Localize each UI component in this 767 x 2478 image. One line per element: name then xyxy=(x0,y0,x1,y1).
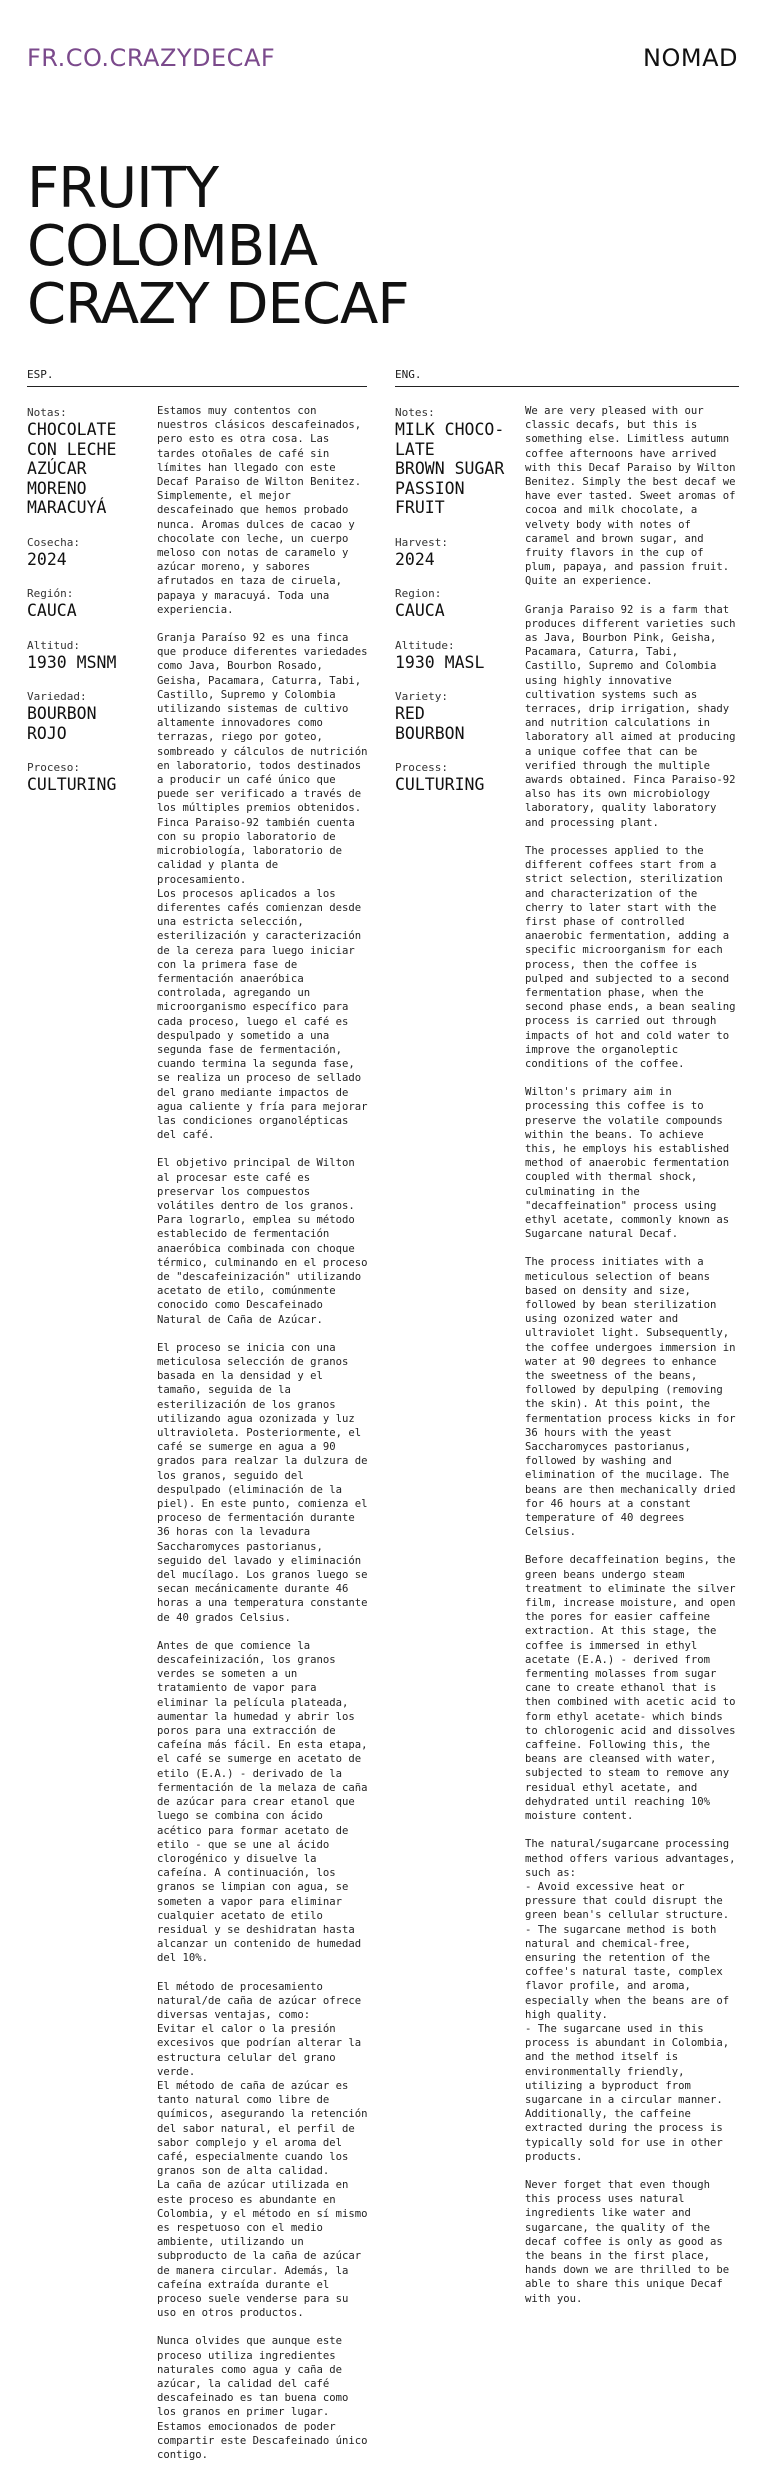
language-label: ESP. xyxy=(27,368,367,387)
spec-variety xyxy=(27,690,147,743)
brand-name[interactable]: NOMAD xyxy=(643,44,738,72)
spec-region xyxy=(27,587,147,621)
spec-process xyxy=(395,761,515,795)
spec-label: Altitude: xyxy=(395,638,455,652)
title-line: FRUITY xyxy=(27,156,219,221)
paragraph: The process initiates with a meticulous selection of beans based on density and size, followed by bean sterilization using ozonized water and ultraviolet light. Subsequently, the coffee undergoes immersion in water at 90 degrees to enhance the sweetness of the beans, followed by depulping (removing the skin). At this point, the fermentation process kicks in for 36 hours with the yeast Saccharomyces pastorianus, followed by washing and elimination of the mucilage. The beans are then mechanically dried for 46 hours at a constant temperature of 40 degrees Celsius. xyxy=(525,1256,736,1539)
description xyxy=(157,404,369,2476)
spec-value: 2024 xyxy=(395,549,435,569)
spec-list xyxy=(395,406,515,813)
paragraph: Granja Paraiso 92 is a farm that produces different varieties such as Java, Bourbon Pink, Geisha, Pacamara, Caturra, Tabi, Castillo, Supremo and Colombia using highly innovative cultivation systems such as terraces, drip irrigation, shady and nutrition calculations in laboratory all aimed at producing a unique coffee that can be verified through the multiple awards obtained. Finca Paraiso-92 also has its own microbiology laboratory, quality laboratory and processing plant. xyxy=(525,603,736,829)
spec-label: Región: xyxy=(27,587,74,600)
spec-value: MILK CHOCO- LATE BROWN SUGAR PASSION FRUIT xyxy=(395,420,505,517)
spec-variety xyxy=(395,690,515,743)
paragraph: Before decaffeination begins, the green beans undergo steam treatment to eliminate the silver film, increase moisture, and open the pores for easier caffeine extraction. At this stage, the coffee is immersed in ethyl acetate (E.A.) - derived from fermenting molasses from sugar cane to create ethanol that is then combined with acetic acid to form ethyl acetate- which binds to chlorogenic acid and dissolves caffeine. Following this, the beans are cleansed with water, subjected to steam to remove any residual ethyl acetate, and dehydrated until reaching 10% moisture content. xyxy=(525,1554,736,1823)
spec-value: 2024 xyxy=(27,549,67,569)
spec-altitude xyxy=(27,639,147,673)
spec-label: Harvest: xyxy=(395,535,448,549)
spec-notes xyxy=(395,406,515,518)
paragraph: Wilton's primary aim in processing this coffee is to preserve the volatile compounds within the beans. To achieve this, he employs his established method of anaerobic fermentation coupled with thermal shock, culminating in the "decaffeination" process using ethyl acetate, commonly known as Sugarcane natural Decaf. xyxy=(525,1086,730,1241)
spec-label: Proceso: xyxy=(27,761,80,774)
paragraph: The natural/sugarcane processing method offers various advantages, such as: - Avoid excessive heat or pressure that could disrupt the green bean's cellular structure. - The sugarcane method is both natural and chemical-free, ensuring the retention of the coffee's natural taste, complex flavor profile, and aroma, especially when the beans are of high quality. - The sugarcane used in this process is abundant in Colombia, and the method itself is environmentally friendly, utilizing a byproduct from sugarcane in a circular manner. Additionally, the caffeine extracted during the process is typically sold for use in other products. xyxy=(525,1838,736,2163)
logo[interactable]: FR.CO.CRAZYDECAF xyxy=(27,44,276,72)
spec-harvest xyxy=(27,536,147,570)
title-line: COLOMBIA xyxy=(27,214,318,279)
spec-label: Notas: xyxy=(27,406,67,419)
spec-label: Variedad: xyxy=(27,690,87,703)
spec-value: CULTURING xyxy=(395,775,485,794)
language-label: ENG. xyxy=(395,368,739,387)
paragraph: Antes de que comience la descafeinización, los granos verdes se someten a un tratamiento de vapor para eliminar la película plateada, aumentar la humedad y abrir los poros para una extracción de cafeína más fácil. En esta etapa, el café se sumerge en acetato de etilo (E.A.) - derivado de la fermentación de la melaza de caña de azúcar para crear etanol que luego se combina con ácido acético para formar acetato de etilo - que se une al ácido clorogénico y disuelve la cafeína. A continuación, los granos se limpian con agua, se someten a vapor para eliminar cualquier acetato de etilo residual y se deshidratan hasta alcanzar un contenido de humedad del 10%. xyxy=(157,1639,368,1965)
spec-value: RED BOURBON xyxy=(395,704,465,743)
paragraph: Estamos muy contentos con nuestros clásicos descafeinados, pero esto es otra cosa. Las tardes otoñales de café sin límites han llegado con este Decaf Paraiso de Wilton Benitez. Simplemente, el mejor descafeinado que hemos probado nunca. Aromas dulces de cacao y chocolate con leche, un cuerpo meloso con notas de caramelo y azúcar moreno, y sabores afrutados en taza de ciruela, papaya y maracuyá. Toda una experiencia. xyxy=(157,405,362,616)
spec-value: 1930 MSNM xyxy=(27,652,117,672)
paragraph: The processes applied to the different coffees start from a strict selection, sterilization and characterization of the cherry to later start with the first phase of controlled anaerobic fermentation, adding a specific microorganism for each process, then the coffee is pulped and subjected to a second fermentation phase, when the second phase ends, a bean sealing process is carried out through impacts of hot and cold water to improve the organoleptic conditions of the coffee. xyxy=(525,844,736,1070)
spec-region xyxy=(395,587,515,621)
english-column xyxy=(395,368,739,2305)
spec-list xyxy=(27,406,147,813)
spec-process xyxy=(27,761,147,795)
description xyxy=(525,404,741,2320)
paragraph: Granja Paraíso 92 es una finca que produce diferentes variedades como Java, Bourbon Rosado, Geisha, Pacamara, Caturra, Tabi, Castillo, Supremo y Colombia utilizando sistemas de cultivo altamente innovadores como terrazas, riego por goteo, sombreado y cálculos de nutrición en laboratorio, todos destinados a producir un café único que puede ser verificado a través de los múltiples premios obtenidos. Finca Paraiso-92 también cuenta con su propio laboratorio de microbiología, laboratorio de calidad y planta de procesamiento. Los procesos aplicados a los diferentes cafés comienzan desde una estricta selección, esterilización y caracterización de la cereza para luego iniciar con la primera fase de fermentación anaeróbica controlada, agregando un microorganismo específico para cada proceso, luego el café es despulpado y sometido a una segunda fase de fermentación, cuando termina la segunda fase, se realiza un proceso de sellado del grano mediante impactos de agua caliente y fría para mejorar las condiciones organolépticas del café. xyxy=(157,632,368,1142)
spec-label: Region: xyxy=(395,587,442,600)
header xyxy=(27,44,738,74)
spec-label: Process: xyxy=(395,761,448,774)
page-title xyxy=(27,156,738,337)
paragraph: We are very pleased with our classic decafs, but this is something else. Limitless autumn coffee afternoons have arrived with this Decaf Paraiso by Wilton Benitez. Simply the best decaf we have ever tasted. Sweet aromas of cocoa and milk chocolate, a velvety body with notes of caramel and brown sugar, and fruity flavors in the cup of plum, papaya, and passion fruit. Quite an experience. xyxy=(525,405,736,588)
spec-label: Cosecha: xyxy=(27,535,80,549)
spec-value: CULTURING xyxy=(27,775,117,794)
spec-value: CHOCOLATE CON LECHE AZÚCAR MORENO MARACUYÁ xyxy=(27,420,117,517)
spec-harvest xyxy=(395,536,515,570)
paragraph: El objetivo principal de Wilton al procesar este café es preservar los compuestos volátiles dentro de los granos. Para lograrlo, emplea su método establecido de fermentación anaeróbica combinada con choque térmico, culminando en el proceso de "descafeinización" utilizando acetato de etilo, comúnmente conocido como Descafeinado Natural de Caña de Azúcar. xyxy=(157,1157,368,1326)
title-line: CRAZY DECAF xyxy=(27,272,409,337)
spec-notes xyxy=(27,406,147,518)
paragraph: El proceso se inicia con una meticulosa selección de granos basada en la densidad y el tamaño, seguida de la esterilización de los granos utilizando agua ozonizada y luz ultravioleta. Posteriormente, el café se sumerge en agua a 90 grados para realzar la dulzura de los granos, seguido del despulpado (eliminación de la piel). En este punto, comienza el proceso de fermentación durante 36 horas con la levadura Saccharomyces pastorianus, seguido del lavado y eliminación del mucílago. Los granos luego se secan mecánicamente durante 46 horas a una temperatura constante de 40 grados Celsius. xyxy=(157,1341,368,1624)
spec-label: Altitud: xyxy=(27,638,80,652)
spec-value: CAUCA xyxy=(395,601,445,620)
spanish-column xyxy=(27,368,368,2462)
spec-altitude xyxy=(395,639,515,673)
spec-value: BOURBON ROJO xyxy=(27,704,97,743)
paragraph: Nunca olvides que aunque este proceso utiliza ingredientes naturales como agua y caña de azúcar, la calidad del café descafeinado es tan buena como los granos en primer lugar. Estamos emocionados de poder compartir este Descafeinado único contigo. xyxy=(157,2335,368,2462)
spec-label: Notes: xyxy=(395,406,435,419)
spec-value: CAUCA xyxy=(27,601,77,620)
spec-value: 1930 MASL xyxy=(395,652,485,672)
spec-label: Variety: xyxy=(395,690,448,703)
paragraph: Never forget that even though this process uses natural ingredients like water and sugarcane, the quality of the decaf coffee is only as good as the beans in the first place, hands down we are thrilled to be able to share this unique Decaf with you. xyxy=(525,2178,730,2305)
paragraph: El método de procesamiento natural/de caña de azúcar ofrece diversas ventajas, como: Evitar el calor o la presión excesivos que podrían alterar la estructura celular del grano verde. El método de caña de azúcar es tanto natural como libre de químicos, asegurando la retención del sabor natural, el perfil de sabor complejo y el aroma del café, especialmente cuando los granos son de alta calidad. La caña de azúcar utilizada en este proceso es abundante en Colombia, y el método en sí mismo es respetuoso con el medio ambiente, utilizando un subproducto de la caña de azúcar de manera circular. Además, la cafeína extraída durante el proceso suele venderse para su uso en otros productos. xyxy=(157,1980,368,2320)
